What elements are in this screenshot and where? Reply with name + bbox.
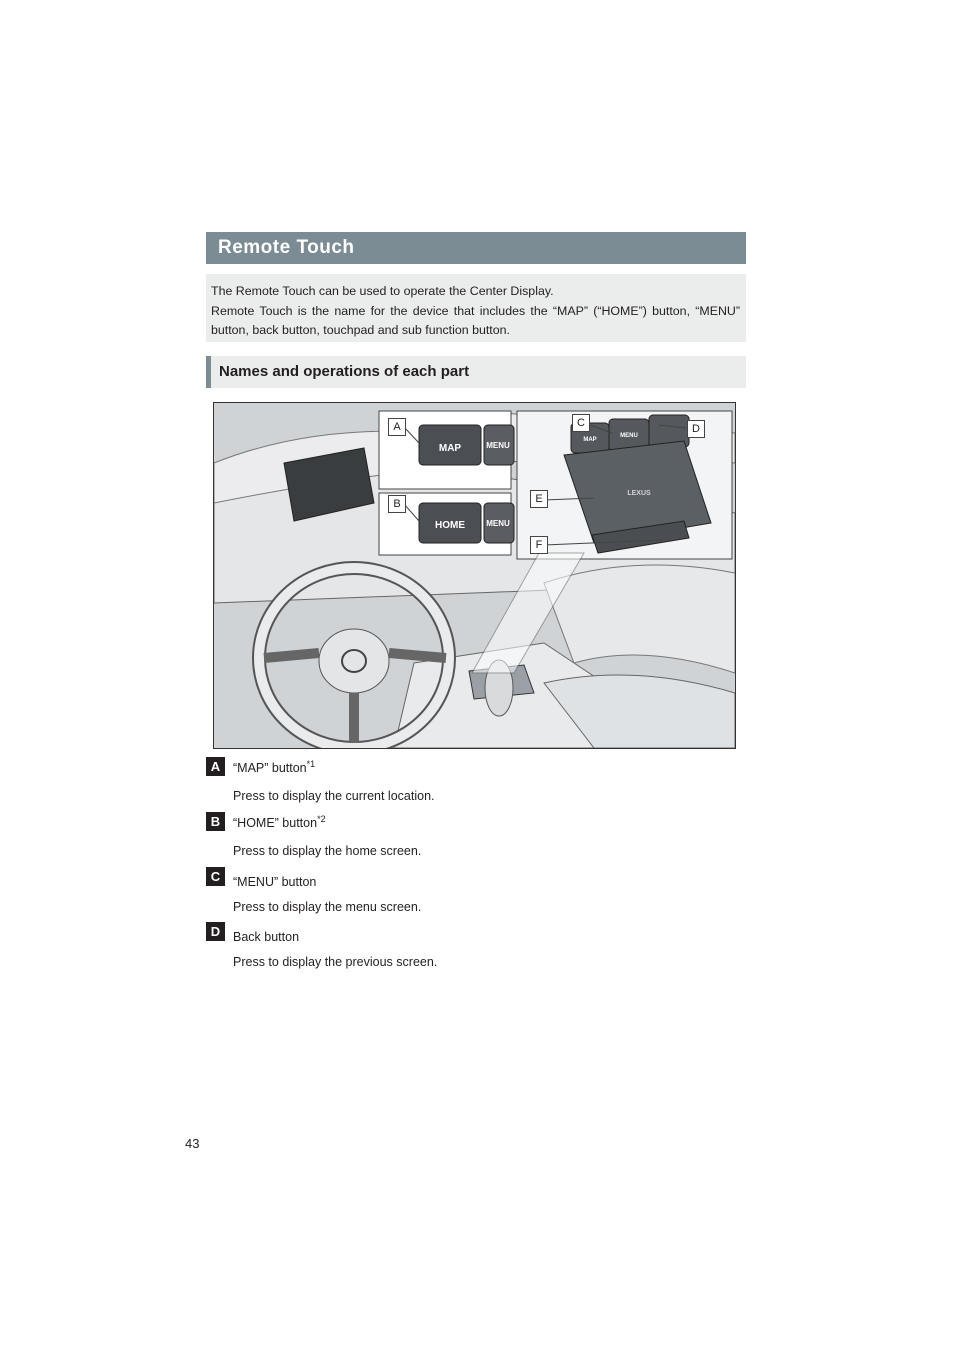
home-button-label: HOME bbox=[435, 520, 465, 531]
callout-c: C bbox=[572, 414, 590, 432]
menu-button-label-b: MENU bbox=[486, 519, 510, 528]
item-title-back: Back button bbox=[233, 930, 300, 944]
section-title: Remote Touch bbox=[206, 232, 746, 264]
item-title-home bbox=[233, 814, 326, 830]
subsection-title: Names and operations of each part bbox=[206, 356, 746, 388]
car-interior-drawing bbox=[214, 403, 735, 748]
callout-a: A bbox=[388, 418, 406, 436]
intro-line-1: The Remote Touch can be used to operate the Center Display. bbox=[211, 284, 554, 298]
item-title-text: “HOME” button bbox=[233, 816, 318, 831]
map-button-label-touchpad: MAP bbox=[583, 437, 597, 443]
item-desc-menu: Press to display the menu screen. bbox=[233, 900, 422, 914]
callout-d: D bbox=[687, 420, 705, 438]
item-title-text: “MAP” button bbox=[233, 761, 307, 776]
brand-logo-label: LEXUS bbox=[627, 490, 651, 497]
intro-line-2: Remote Touch is the name for the device that includes the “MAP” (“HOME”) button, “MENU” button, back button, touchpad and sub function button. bbox=[211, 303, 740, 337]
item-tag-a: A bbox=[206, 757, 225, 776]
map-button-label: MAP bbox=[438, 443, 462, 454]
footnote-marker: *2 bbox=[317, 814, 326, 824]
page-number: 43 bbox=[185, 1136, 200, 1151]
item-tag-d: D bbox=[206, 922, 225, 941]
menu-button-label-touchpad: MENU bbox=[620, 433, 638, 439]
item-desc-home: Press to display the home screen. bbox=[233, 844, 422, 858]
remote-touch-illustration bbox=[213, 402, 736, 749]
intro-box bbox=[206, 274, 746, 342]
callout-b: B bbox=[388, 495, 406, 513]
footnote-marker: *1 bbox=[306, 759, 316, 769]
item-title-map bbox=[233, 759, 315, 775]
item-desc-back: Press to display the previous screen. bbox=[233, 955, 438, 969]
menu-button-label-a: MENU bbox=[486, 441, 510, 450]
item-tag-b: B bbox=[206, 812, 225, 831]
item-tag-c: C bbox=[206, 867, 225, 886]
callout-e: E bbox=[530, 490, 548, 508]
callout-f: F bbox=[530, 536, 548, 554]
item-title-menu: “MENU” button bbox=[233, 875, 317, 889]
item-desc-map: Press to display the current location. bbox=[233, 789, 435, 803]
